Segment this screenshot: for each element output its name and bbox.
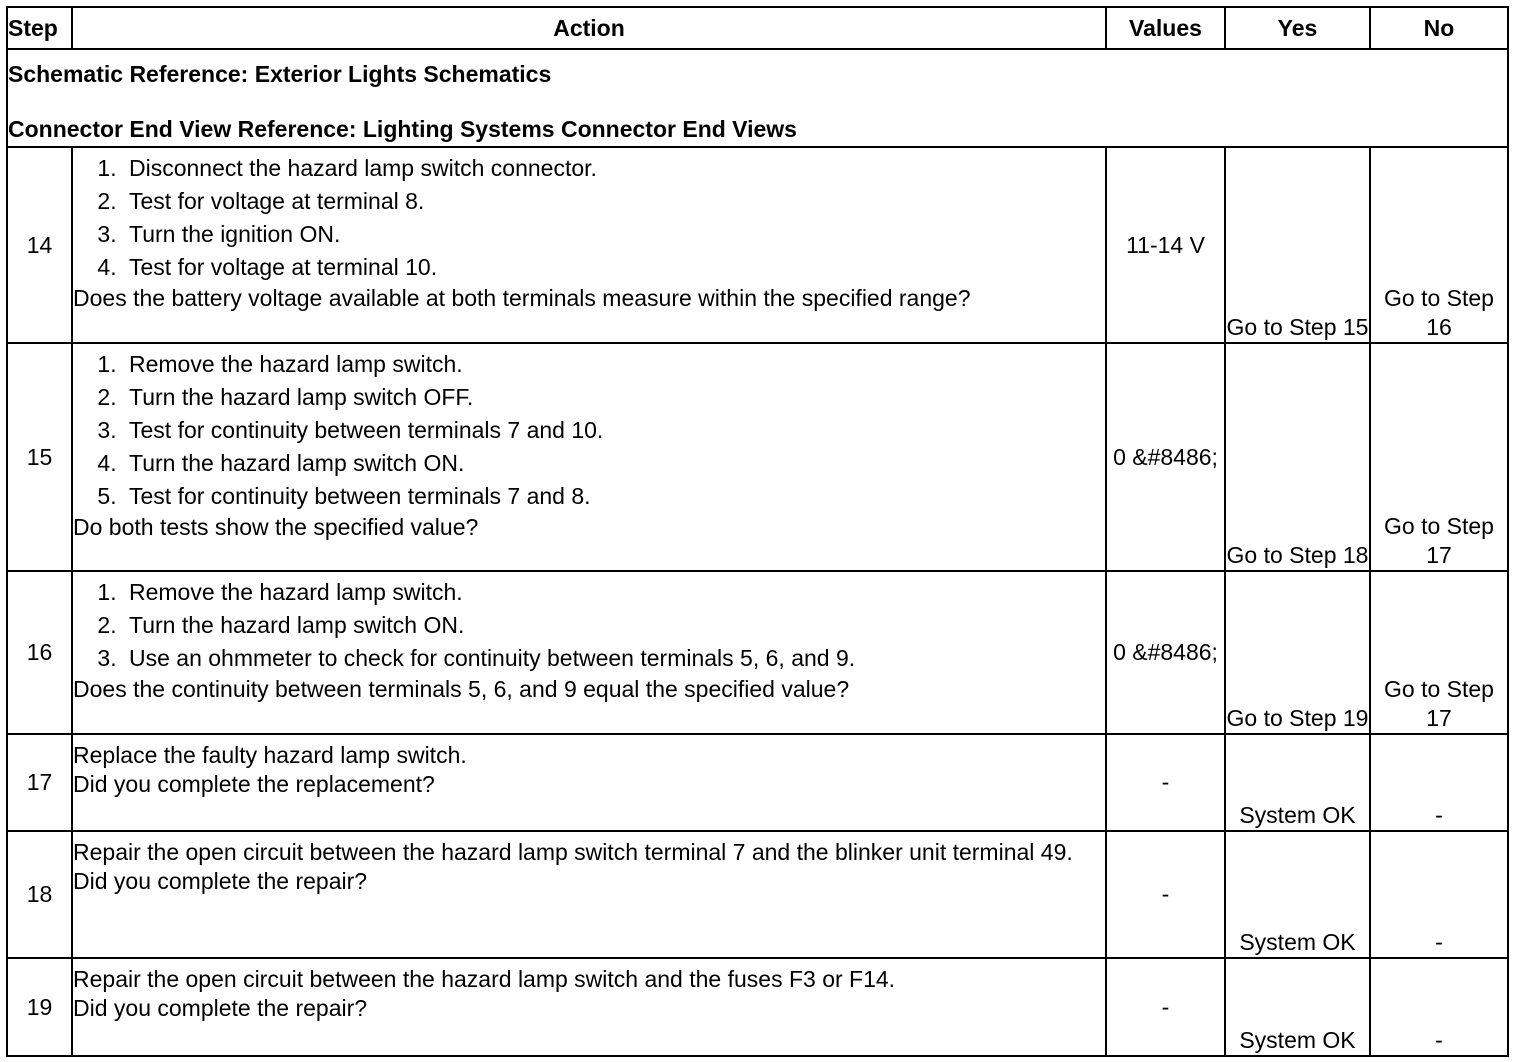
- list-item: 1. Disconnect the hazard lamp switch connector.: [123, 152, 1105, 185]
- yes-cell: Go to Step 18: [1225, 343, 1370, 571]
- reference-cell: [7, 49, 1508, 147]
- value-cell: -: [1106, 831, 1225, 958]
- value-cell: 0 &#8486;: [1106, 343, 1225, 571]
- action-question: Did you complete the repair?: [73, 995, 368, 1021]
- diagnostic-table: [6, 6, 1509, 1057]
- no-cell: Go to Step 16: [1370, 147, 1508, 343]
- value-cell: 11-14 V: [1106, 147, 1225, 343]
- action-text: Replace the faulty hazard lamp switch.: [73, 742, 467, 768]
- list-item: 1. Remove the hazard lamp switch.: [123, 576, 1105, 609]
- list-item: 4. Test for voltage at terminal 10.: [123, 251, 1105, 284]
- action-question: Does the continuity between terminals 5, 6, and 9 equal the specified value?: [73, 676, 850, 702]
- list-item: 4. Turn the hazard lamp switch ON.: [123, 447, 1105, 480]
- connector-reference: Connector End View Reference: Lighting Systems Connector End Views: [8, 116, 797, 142]
- table-row: [7, 571, 1508, 734]
- action-steps: [73, 572, 1105, 675]
- value-cell: -: [1106, 734, 1225, 831]
- yes-cell: System OK: [1225, 958, 1370, 1056]
- no-cell: -: [1370, 734, 1508, 831]
- no-cell: Go to Step 17: [1370, 343, 1508, 571]
- value-cell: 0 &#8486;: [1106, 571, 1225, 734]
- values-header: Values: [1106, 7, 1225, 49]
- action-text: Repair the open circuit between the hazard lamp switch terminal 7 and the blinker unit terminal 49.: [73, 839, 1073, 865]
- list-item: 5. Test for continuity between terminals 7 and 8.: [123, 480, 1105, 513]
- no-cell: -: [1370, 958, 1508, 1056]
- action-question: Did you complete the repair?: [73, 868, 368, 894]
- action-question: Did you complete the replacement?: [73, 771, 435, 797]
- list-item: 3. Use an ohmmeter to check for continuity between terminals 5, 6, and 9.: [123, 642, 1105, 675]
- list-item: 3. Test for continuity between terminals 7 and 10.: [123, 414, 1105, 447]
- action-header: Action: [72, 7, 1106, 49]
- action-cell: [72, 831, 1106, 958]
- list-item: 1. Remove the hazard lamp switch.: [123, 348, 1105, 381]
- action-cell: [72, 571, 1106, 734]
- yes-cell: System OK: [1225, 734, 1370, 831]
- step-number: 18: [7, 831, 72, 958]
- table-row: [7, 343, 1508, 571]
- step-number: 19: [7, 958, 72, 1056]
- list-item: 3. Turn the ignition ON.: [123, 218, 1105, 251]
- list-item: 2. Test for voltage at terminal 8.: [123, 185, 1105, 218]
- header-row: [7, 7, 1508, 49]
- step-number: 16: [7, 571, 72, 734]
- list-item: 2. Turn the hazard lamp switch ON.: [123, 609, 1105, 642]
- step-number: 15: [7, 343, 72, 571]
- list-item: 2. Turn the hazard lamp switch OFF.: [123, 381, 1105, 414]
- no-header: No: [1370, 7, 1508, 49]
- table-row: [7, 147, 1508, 343]
- action-question: Does the battery voltage available at both terminals measure within the specified range?: [73, 285, 971, 311]
- schematic-reference: Schematic Reference: Exterior Lights Schematics: [8, 61, 552, 87]
- reference-row: [7, 49, 1508, 147]
- action-cell: [72, 343, 1106, 571]
- action-cell: [72, 958, 1106, 1056]
- table-row: [7, 734, 1508, 831]
- yes-cell: Go to Step 15: [1225, 147, 1370, 343]
- step-number: 14: [7, 147, 72, 343]
- yes-cell: Go to Step 19: [1225, 571, 1370, 734]
- table-row: [7, 958, 1508, 1056]
- no-cell: Go to Step 17: [1370, 571, 1508, 734]
- step-header: Step: [7, 7, 72, 49]
- action-question: Do both tests show the specified value?: [73, 514, 479, 540]
- table-row: [7, 831, 1508, 958]
- yes-header: Yes: [1225, 7, 1370, 49]
- action-steps: [73, 148, 1105, 284]
- yes-cell: System OK: [1225, 831, 1370, 958]
- value-cell: -: [1106, 958, 1225, 1056]
- action-steps: [73, 344, 1105, 513]
- action-cell: [72, 147, 1106, 343]
- action-text: Repair the open circuit between the hazard lamp switch and the fuses F3 or F14.: [73, 966, 896, 992]
- no-cell: -: [1370, 831, 1508, 958]
- action-cell: [72, 734, 1106, 831]
- step-number: 17: [7, 734, 72, 831]
